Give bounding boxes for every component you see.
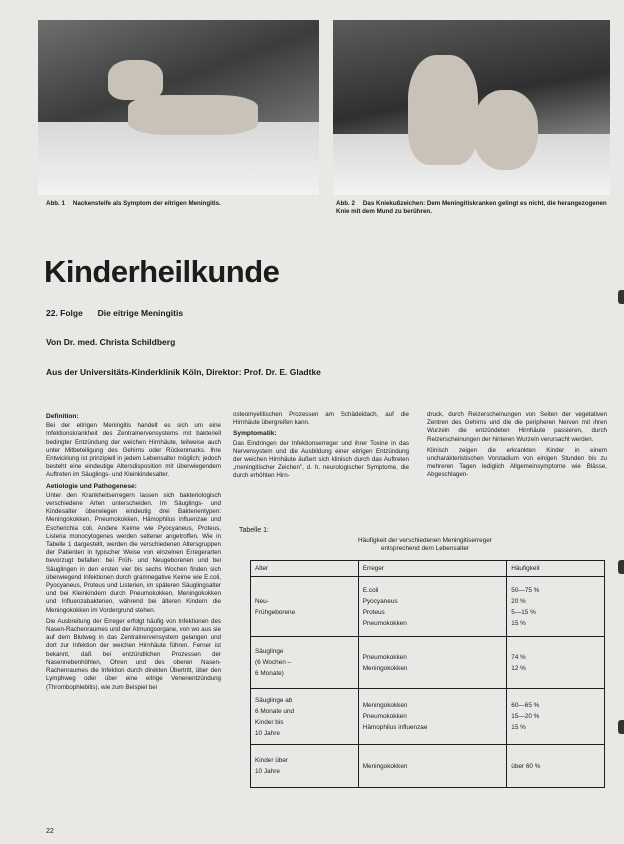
paragraph-symptomatik: Das Eindringen der Infektionserreger und ihrer Toxine in das Nervensystem und die Ausbildung einer eitrigen Entzündung der weichen Hirnhäute äußert sich klinisch durch das Auftreten „meningitischer Zeichen", d. h. neurologischer Symptome, die durch erhöhten Hirn- bbox=[233, 439, 409, 480]
author-line: Von Dr. med. Christa Schildberg bbox=[46, 337, 176, 347]
pathogen-cell: E.coli Pyocyaneus Proteus Pneumokokken bbox=[358, 577, 507, 637]
heading-definition: Definition: bbox=[46, 413, 79, 420]
pathogen-cell: Meningokokken Pneumokokken Hämophilus influenzae bbox=[358, 689, 507, 745]
pathogen-cell: Meningokokken bbox=[358, 745, 507, 788]
paragraph-definition: Bei der eitrigen Meningitis handelt es sich um eine Infektionskrankheit des Zentralnervensystems mit bakteriell bedingter Entzündung der weichen Hirnhäute, teilweise auch unter Mitbeteiligung des Gehirns oder Rückenmarks. Ihre Entwicklung ist prinzipiell in jedem Lebensalter möglich; jedoch besteht eine eindeutige Altersdisposition mit überwiegendem Auftreten im Säuglings- und Kleinkindesalter. bbox=[46, 422, 221, 479]
age-cell: Neu- Frühgeborene bbox=[251, 577, 359, 637]
frequency-cell: 60—65 % 15—20 % 15 % bbox=[507, 689, 605, 745]
frequency-cell: 74 % 12 % bbox=[507, 637, 605, 689]
table-caption bbox=[250, 537, 600, 553]
figure-1-text: Nackensteife als Symptom der eitrigen Meningitis. bbox=[72, 200, 221, 207]
column-3 bbox=[427, 411, 607, 483]
age-cell: Kinder über 10 Jahre bbox=[251, 745, 359, 788]
frequency-cell: über 60 % bbox=[507, 745, 605, 788]
table-caption-line-1: Häufigkeit der verschiedenen Meningitiserreger bbox=[358, 537, 492, 544]
heading-symptomatik: Symptomatik: bbox=[233, 430, 277, 438]
table-caption-line-2: entsprechend dem Lebensalter bbox=[380, 545, 470, 552]
binding-mark bbox=[618, 560, 624, 574]
pathogen-cell: Pneumokokken Meningokokken bbox=[358, 637, 507, 689]
age-cell: Säuglinge (6 Wochen – 6 Monate) bbox=[251, 637, 359, 689]
series-number: 22. Folge bbox=[46, 308, 83, 318]
column-2 bbox=[233, 411, 409, 484]
header-pathogen: Erreger bbox=[358, 561, 507, 577]
table-row bbox=[251, 577, 605, 637]
figure-2-photo bbox=[333, 20, 610, 195]
paragraph-col3-2: Klinisch zeigen die erkrankten Kinder in einem uncharakteristischen Vorstadium von einigen Stunden bis zu mehreren Tagen lediglich Allgemeinsymptome wie Blässe, Abgeschlagen- bbox=[427, 446, 607, 479]
frequency-cell: 50—75 % 20 % 5—15 % 15 % bbox=[507, 577, 605, 637]
figure-1-label: Abb. 1 bbox=[46, 200, 65, 207]
series-topic: Die eitrige Meningitis bbox=[97, 308, 184, 318]
paragraph-continuation: osteomyelitischen Prozessen am Schädeldach, auf die Hirnhäute übergreifen kann. bbox=[233, 411, 409, 427]
header-age: Alter bbox=[251, 561, 359, 577]
page-number: 22 bbox=[46, 828, 54, 835]
figure-1-caption bbox=[46, 200, 316, 208]
header-frequency: Häufigkeit bbox=[507, 561, 605, 577]
table-row bbox=[251, 689, 605, 745]
paragraph-aetiologie-2: Die Ausbreitung der Erreger erfolgt häufig von Infektionen des Nasen-Rachenraumes und der Atmungsorgane, von wo aus sie auf dem Blutweg in das Zentralnervensystem gelangen und dort zur Infektion der weichen Hirnhäute führen. Ferner ist bekannt, daß bei entzündlichen Prozessen der Nasennebenhöhlen, Ohren und des oberen Nasen-Rachenraumes die Infektion durch direkten Übertritt, über den Lymphweg oder über eine eitrige Venenentzündung (Thrombophlebitis), wie zum Beispiel bei bbox=[46, 617, 221, 691]
table-label: Tabelle 1: bbox=[239, 527, 269, 534]
age-cell: Säuglinge ab 6 Monate und Kinder bis 10 Jahre bbox=[251, 689, 359, 745]
heading-aetiologie: Aetiologie und Pathogenese: bbox=[46, 482, 137, 490]
figure-1-photo bbox=[38, 20, 319, 195]
binding-mark bbox=[618, 720, 624, 734]
article-title: Kinderheilkunde bbox=[44, 254, 280, 289]
table-row bbox=[251, 637, 605, 689]
table-header-row bbox=[251, 561, 605, 577]
table-row bbox=[251, 745, 605, 788]
figure-2-text: Das Kniekußzeichen: Dem Meningitiskranken gelingt es nicht, die herangezogenen Knie mit dem Mund zu berühren. bbox=[336, 200, 607, 215]
series-line bbox=[46, 308, 183, 318]
column-1 bbox=[46, 411, 221, 695]
figure-2-caption bbox=[336, 200, 608, 216]
figure-2-label: Abb. 2 bbox=[336, 200, 355, 207]
pathogen-table bbox=[250, 560, 605, 788]
institution-line: Aus der Universitäts-Kinderklinik Köln, Direktor: Prof. Dr. E. Gladtke bbox=[46, 367, 321, 377]
paragraph-col3-1: druck, durch Reizerscheinungen von Seiten der vegetativen Zentren des Gehirns und die die peripheren Nerven mit ihren Wurzeln die entzündeten Hirnhäute passieren, durch Reizerscheinungen der hinteren Wurzeln verursacht werden. bbox=[427, 411, 607, 443]
paragraph-aetiologie-1: Unter den Krankheitserregern lassen sich bakteriologisch verschiedene Arten unterscheiden. Im Säuglings- und Kindesalter überwiegen eindeutig drei Bakterientypen: Meningokokken, Pneumokokken, Hämophilus influenzae und Escherichia coli. Andere Keime wie Pyocyaneus, Proteus, Listeria monocytogenes werden seltener angetroffen. Wie in Tabelle 1 dargestellt, werden die verschiedenen Altersgruppen der Patienten in typischer Weise von einzelnen Erregerarten bevorzugt befallen: bei Früh- und Neugeborenen und bei Säuglingen in den ersten vier bis sechs Wochen finden sich überwiegend Infektionen durch gramnegative Keime wie E.coli, Pyocyaneus, Proteus und Listerien, im späteren Säuglingsalter und bei Kleinkindern durch Pneumokokken, Meningokokken und Influenzabakterien, während bei älteren Kindern die Meningokokken im Vordergrund stehen. bbox=[46, 491, 221, 614]
binding-mark bbox=[618, 290, 624, 304]
